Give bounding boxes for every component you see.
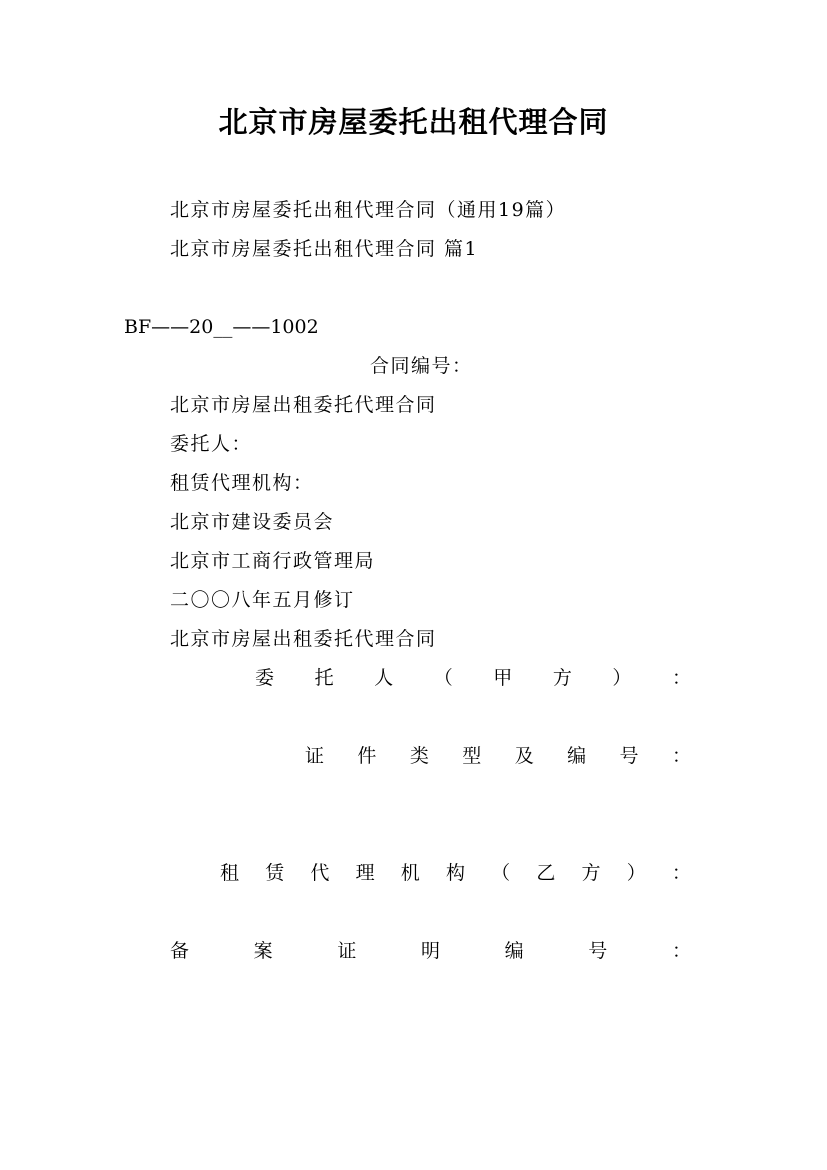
issuer-line-2: 北京市工商行政管理局 — [170, 550, 376, 572]
field-party-b — [220, 861, 691, 885]
field-filing-number — [170, 939, 691, 963]
field-character: 类 — [409, 745, 429, 767]
principal-label: 委托人： — [170, 433, 253, 455]
field-character: 证 — [337, 940, 357, 962]
field-character: ） — [626, 862, 646, 884]
field-character: ： — [671, 667, 691, 689]
revision-line: 二〇〇八年五月修订 — [170, 589, 355, 611]
field-character: 案 — [253, 940, 273, 962]
field-character: 机 — [400, 862, 420, 884]
field-character: 及 — [514, 745, 534, 767]
field-character: 编 — [504, 940, 524, 962]
field-character: （ — [491, 862, 511, 884]
issuer-line-1: 北京市建设委员会 — [170, 511, 335, 533]
field-character: 乙 — [536, 862, 556, 884]
field-party-a — [255, 666, 691, 690]
document-title: 北京市房屋委托出租代理合同 — [218, 105, 609, 139]
field-character: （ — [433, 667, 453, 689]
field-character: 构 — [445, 862, 465, 884]
contract-number-label: 合同编号： — [370, 355, 473, 377]
field-character: 方 — [581, 862, 601, 884]
field-character: 人 — [374, 667, 394, 689]
field-character: 备 — [170, 940, 190, 962]
field-character: ： — [671, 745, 691, 767]
field-character: 理 — [355, 862, 375, 884]
field-character: 证 — [305, 745, 325, 767]
field-character: 明 — [420, 940, 440, 962]
field-character: 方 — [552, 667, 572, 689]
field-character: ） — [612, 667, 632, 689]
field-character: ： — [671, 940, 691, 962]
field-character: 号 — [619, 745, 639, 767]
field-character: 赁 — [265, 862, 285, 884]
field-character: 件 — [357, 745, 377, 767]
field-character: 甲 — [493, 667, 513, 689]
agency-label: 租赁代理机构： — [170, 472, 314, 494]
field-character: 委 — [255, 667, 275, 689]
document-code: BF——20__——1002 — [124, 316, 319, 338]
field-character: 托 — [314, 667, 334, 689]
contract-heading: 北京市房屋出租委托代理合同 — [170, 394, 437, 416]
field-character: 租 — [220, 862, 240, 884]
field-character: 代 — [310, 862, 330, 884]
intro-line-1: 北京市房屋委托出租代理合同（通用19篇） — [170, 199, 567, 221]
field-character: 号 — [588, 940, 608, 962]
field-character: 型 — [462, 745, 482, 767]
field-character: ： — [671, 862, 691, 884]
contract-heading-repeat: 北京市房屋出租委托代理合同 — [170, 628, 437, 650]
intro-line-2: 北京市房屋委托出租代理合同 篇1 — [170, 238, 479, 260]
field-character: 编 — [567, 745, 587, 767]
field-id-type — [305, 744, 691, 768]
